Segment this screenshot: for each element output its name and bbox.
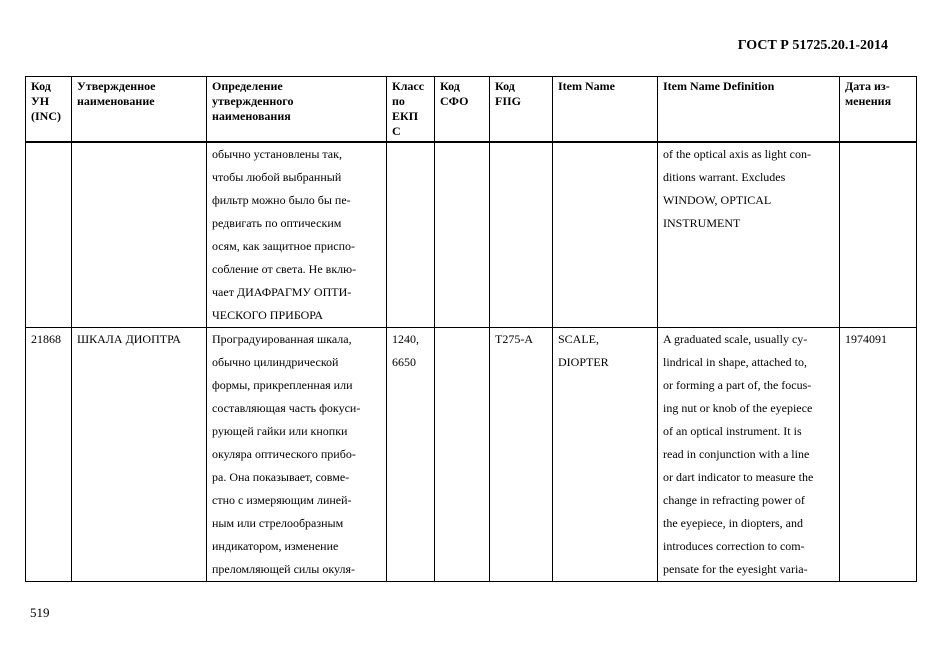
- cell-text-line: of the optical axis as light con-: [663, 147, 811, 161]
- cell-text-line: WINDOW, OPTICAL: [663, 193, 772, 207]
- cell-text-line: ing nut or knob of the eyepiece: [663, 401, 813, 415]
- cell-text-line: ditions warrant. Excludes: [663, 170, 786, 184]
- cell-sfo-code: [435, 142, 490, 328]
- column-header-line: ЕКП: [392, 109, 419, 123]
- cell-text-line: the eyepiece, in diopters, and: [663, 516, 803, 530]
- column-header-line: наименования: [212, 109, 291, 123]
- column-header-change-date: [840, 77, 917, 143]
- page-number: 519: [30, 605, 50, 620]
- column-header-line: Дата из-: [845, 79, 890, 93]
- cell-inc: [26, 328, 72, 582]
- column-header-line: (INC): [31, 109, 61, 123]
- nomenclature-table: [25, 76, 917, 582]
- cell-fiig-code: [490, 142, 553, 328]
- column-header-line: по: [392, 94, 405, 108]
- cell-text-line: A graduated scale, usually cy-: [663, 332, 808, 346]
- cell-text-line: чтобы любой выбранный: [212, 170, 342, 184]
- cell-text-line: ра. Она показывает, совме-: [212, 470, 350, 484]
- column-header-line: Класс: [392, 79, 425, 93]
- table-body: [26, 142, 917, 582]
- column-header-line: утвержденного: [212, 94, 294, 108]
- cell-text-line: change in refracting power of: [663, 493, 805, 507]
- cell-fsc-class: [387, 142, 435, 328]
- cell-text-line: 1240,: [392, 332, 419, 346]
- cell-text-line: read in conjunction with a line: [663, 447, 810, 461]
- column-header-line: СФО: [440, 94, 469, 108]
- cell-item-name: [553, 142, 658, 328]
- cell-text-line: фильтр можно было бы пе-: [212, 193, 351, 207]
- column-header-fsc-class: [387, 77, 435, 143]
- column-header-approved-name: [72, 77, 207, 143]
- table-row: [26, 142, 917, 328]
- column-header-fiig-code: [490, 77, 553, 143]
- column-header-line: Item Name Definition: [663, 79, 775, 93]
- cell-text-line: чает ДИАФРАГМУ ОПТИ-: [212, 285, 352, 299]
- cell-text-line: рующей гайки или кнопки: [212, 424, 348, 438]
- column-header-line: наименование: [77, 94, 155, 108]
- column-header-item-name-definition: [658, 77, 840, 143]
- cell-text-line: SCALE,: [558, 332, 600, 346]
- cell-text-line: стно с измеряющим линей-: [212, 493, 352, 507]
- cell-text-line: 6650: [392, 355, 416, 369]
- cell-text-line: DIOPTER: [558, 355, 609, 369]
- column-header-line: FIIG: [495, 94, 522, 108]
- column-header-line: УН: [31, 94, 50, 108]
- cell-approved-name: [72, 142, 207, 328]
- cell-text-line: индикатором, изменение: [212, 539, 339, 553]
- cell-text-line: формы, прикрепленная или: [212, 378, 353, 392]
- column-header-line: Утвержденное: [77, 79, 156, 93]
- cell-inc: [26, 142, 72, 328]
- cell-text-line: собление от света. Не вклю-: [212, 262, 357, 276]
- table-row: [26, 328, 917, 582]
- cell-approved-name: [72, 328, 207, 582]
- column-header-item-name: [553, 77, 658, 143]
- cell-text-line: обычно цилиндрической: [212, 355, 339, 369]
- column-header-definition-ru: [207, 77, 387, 143]
- cell-text-line: lindrical in shape, attached to,: [663, 355, 807, 369]
- cell-text-line: pensate for the eyesight varia-: [663, 562, 808, 576]
- column-header-sfo-code: [435, 77, 490, 143]
- cell-text-line: осям, как защитное приспо-: [212, 239, 355, 253]
- column-header-line: С: [392, 124, 401, 138]
- cell-text-line: Проградуированная шкала,: [212, 332, 352, 346]
- cell-definition-ru: [207, 328, 387, 582]
- cell-fsc-class: [387, 328, 435, 582]
- cell-item-name-definition: [658, 142, 840, 328]
- column-header-line: Код: [31, 79, 51, 93]
- cell-sfo-code: [435, 328, 490, 582]
- cell-text-line: обычно установлены так,: [212, 147, 342, 161]
- cell-item-name: [553, 328, 658, 582]
- cell-text-line: ШКАЛА ДИОПТРА: [77, 332, 181, 346]
- cell-fiig-code: [490, 328, 553, 582]
- cell-text-line: 1974091: [845, 332, 887, 346]
- table-header-row: [26, 77, 917, 143]
- cell-text-line: ЧЕСКОГО ПРИБОРА: [212, 308, 324, 322]
- cell-text-line: or dart indicator to measure the: [663, 470, 814, 484]
- cell-change-date: [840, 142, 917, 328]
- cell-text-line: преломляющей силы окуля-: [212, 562, 355, 576]
- cell-text-line: окуляра оптического прибо-: [212, 447, 356, 461]
- cell-text-line: T275-A: [495, 332, 533, 346]
- cell-text-line: 21868: [31, 332, 61, 346]
- cell-text-line: introduces correction to com-: [663, 539, 805, 553]
- column-header-line: Код: [495, 79, 515, 93]
- column-header-inc: [26, 77, 72, 143]
- cell-item-name-definition: [658, 328, 840, 582]
- column-header-line: менения: [845, 94, 892, 108]
- column-header-line: Определение: [212, 79, 283, 93]
- column-header-line: Item Name: [558, 79, 615, 93]
- column-header-line: Код: [440, 79, 460, 93]
- document-standard-header: ГОСТ Р 51725.20.1-2014: [737, 38, 888, 53]
- cell-text-line: or forming a part of, the focus-: [663, 378, 812, 392]
- cell-text-line: ным или стрелообразным: [212, 516, 344, 530]
- cell-text-line: of an optical instrument. It is: [663, 424, 802, 438]
- cell-text-line: редвигать по оптическим: [212, 216, 342, 230]
- cell-definition-ru: [207, 142, 387, 328]
- cell-text-line: составляющая часть фокуси-: [212, 401, 361, 415]
- cell-text-line: INSTRUMENT: [663, 216, 741, 230]
- cell-change-date: [840, 328, 917, 582]
